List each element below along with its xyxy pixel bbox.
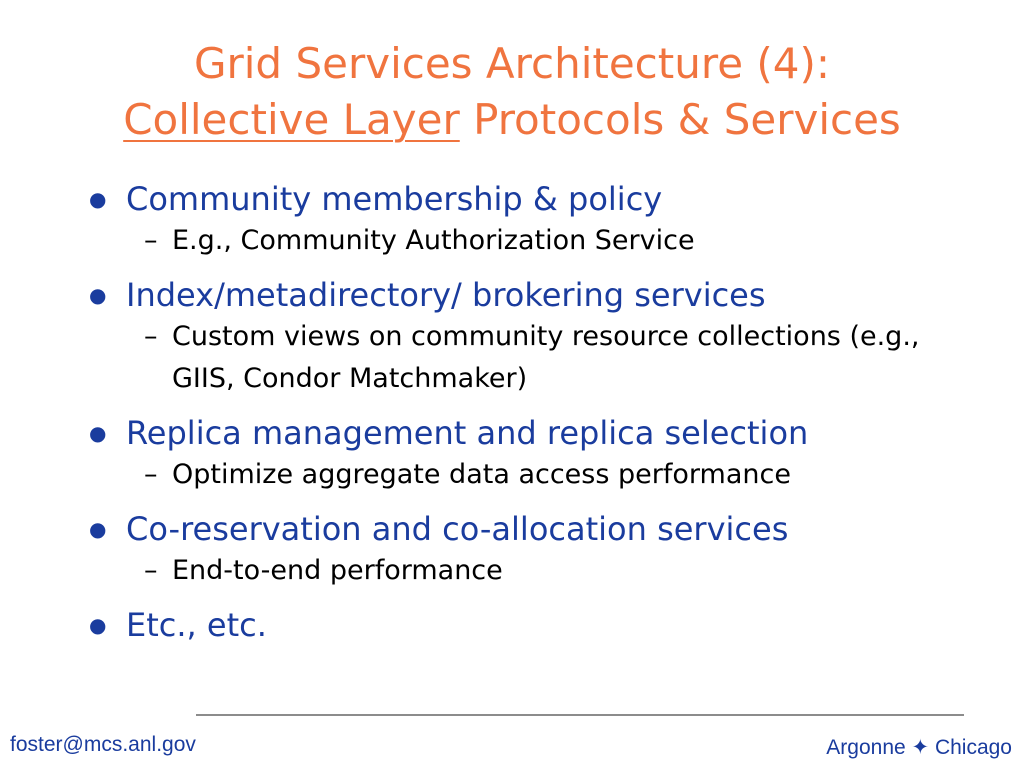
footer-affiliation: Argonne ✦ Chicago: [826, 736, 1012, 759]
sub-bullet-text: Optimize aggregate data access performance: [172, 459, 791, 490]
footer-email: foster@mcs.anl.gov: [10, 733, 196, 756]
bullet-text: Community membership & policy: [126, 180, 663, 218]
bullet-item: [86, 604, 986, 646]
sub-bullet-item: [86, 454, 986, 496]
bullet-dot-icon: ●: [89, 187, 107, 211]
bullet-dot-icon: ●: [89, 283, 107, 307]
bullet-text: Index/metadirectory/ brokering services: [126, 276, 766, 314]
bullet-dot-icon: ●: [89, 517, 107, 541]
title-underlined-text: Collective Layer: [123, 95, 460, 144]
dash-icon: –: [144, 555, 158, 586]
sub-bullet-text: End-to-end performance: [172, 555, 503, 586]
bullet-dot-icon: ●: [89, 421, 107, 445]
sub-bullet-item: [86, 550, 986, 592]
sub-bullet-text: Custom views on community resource collections (e.g., GIIS, Condor Matchmaker): [172, 321, 920, 394]
title-rest-text: Protocols & Services: [459, 95, 901, 144]
bullet-list: [86, 178, 986, 646]
footer-divider: [196, 714, 964, 716]
bullet-item: [86, 274, 986, 316]
title-line-2: [0, 92, 1024, 148]
sub-bullet-item: [86, 316, 962, 400]
dash-icon: –: [144, 225, 158, 256]
bullet-item: [86, 178, 986, 220]
bullet-item: [86, 412, 986, 454]
bullet-text: Etc., etc.: [126, 606, 267, 644]
dash-icon: –: [144, 459, 158, 490]
bullet-dot-icon: ●: [89, 613, 107, 637]
slide-title: [0, 36, 1024, 148]
sub-bullet-item: [86, 220, 986, 262]
bullet-text: Replica management and replica selection: [126, 414, 809, 452]
bullet-text: Co-reservation and co-allocation services: [126, 510, 789, 548]
dash-icon: –: [144, 321, 158, 352]
bullet-item: [86, 508, 986, 550]
title-line-1: Grid Services Architecture (4):: [193, 39, 831, 88]
sub-bullet-text: E.g., Community Authorization Service: [172, 225, 695, 256]
